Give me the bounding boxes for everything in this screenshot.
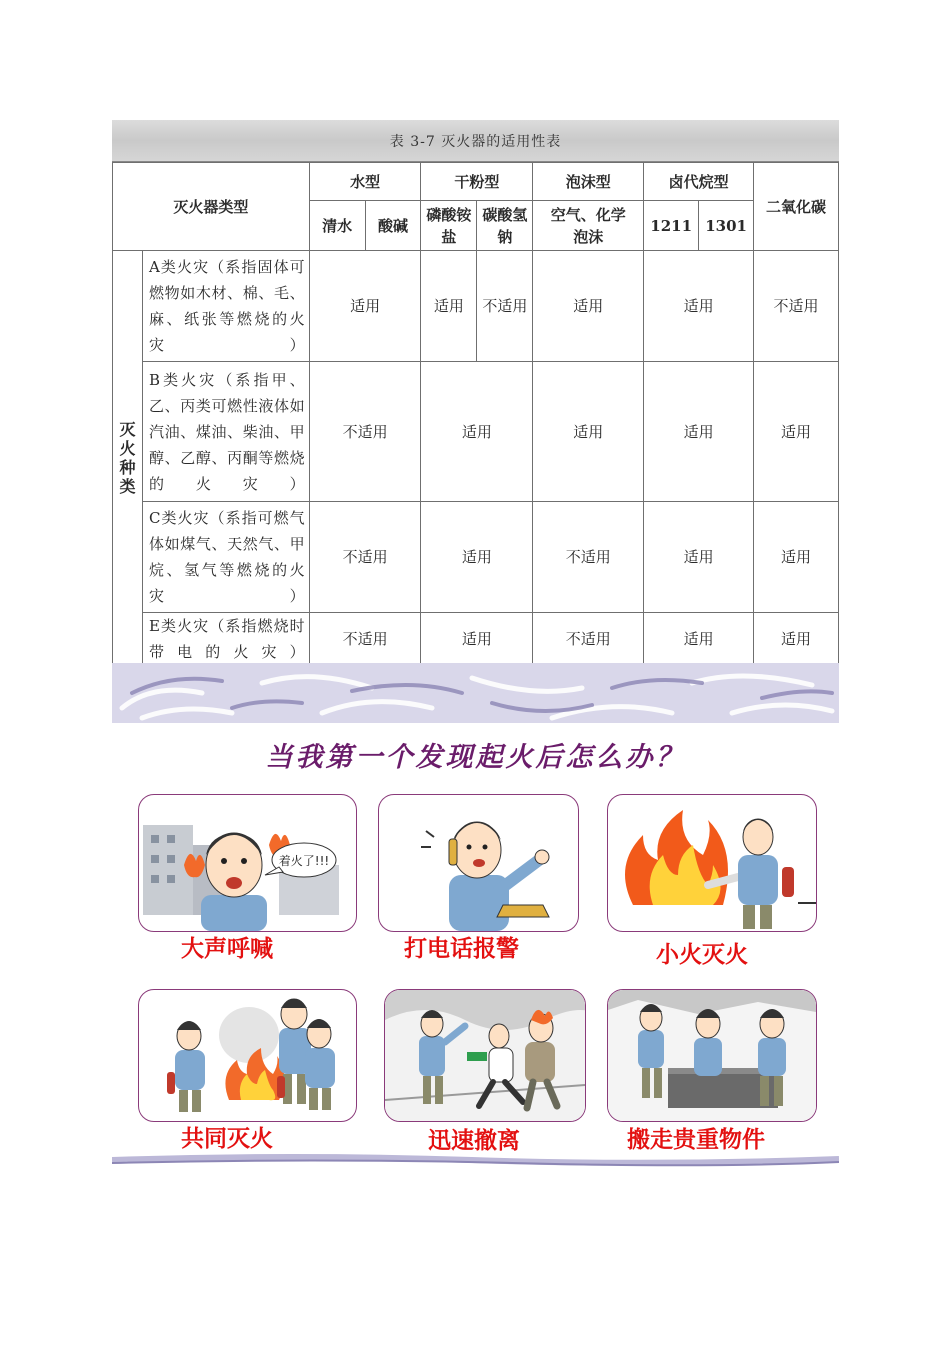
group-header-powder: 干粉型 <box>421 163 533 201</box>
table-caption: 表 3-7 灭火器的适用性表 <box>389 134 562 150</box>
step-caption-team-fire: 共同灭火 <box>181 1126 273 1152</box>
category-label-text: 灭火种类 <box>119 420 136 496</box>
cell-a-bicarbonate: 不适用 <box>477 251 533 362</box>
cell-a-co2: 不适用 <box>754 251 839 362</box>
subtype-1211: 1211 <box>644 201 699 251</box>
cell-a-foam: 适用 <box>533 251 644 362</box>
group-header-water: 水型 <box>309 163 421 201</box>
cell-a-water: 适用 <box>309 251 421 362</box>
team-firefighting-icon <box>139 990 356 1121</box>
carrying-valuables-icon <box>608 990 816 1121</box>
category-label <box>113 251 143 666</box>
cell-e-foam: 不适用 <box>533 613 644 666</box>
cell-b-co2: 适用 <box>754 362 839 502</box>
subtype-1301: 1301 <box>699 201 754 251</box>
shouting-person-icon <box>139 795 356 931</box>
cell-c-halon: 适用 <box>644 502 754 613</box>
subtype-phosphate: 磷酸铵盐 <box>421 201 477 251</box>
decorative-bottom-band <box>112 1154 839 1168</box>
type-header: 灭火器类型 <box>113 163 310 251</box>
step-caption-evacuate: 迅速撤离 <box>428 1128 520 1154</box>
cell-e-co2: 适用 <box>754 613 839 666</box>
cell-e-powder: 适用 <box>421 613 533 666</box>
row-label-c: C类火灾（系指可燃气体如煤气、天然气、甲烷、氢气等燃烧的火灾） <box>142 502 309 613</box>
step-caption-small-fire: 小火灭火 <box>656 942 748 968</box>
decorative-wave-band <box>112 663 839 723</box>
cell-a-phosphate: 适用 <box>421 251 477 362</box>
cell-c-foam: 不适用 <box>533 502 644 613</box>
subtype-clear-water: 清水 <box>309 201 365 251</box>
extinguisher-applicability-table <box>112 162 839 666</box>
cell-b-foam: 适用 <box>533 362 644 502</box>
table-row <box>113 502 839 613</box>
shout-bubble-text: 着火了!!! <box>278 854 330 868</box>
step-caption-shout: 大声呼喊 <box>181 936 273 962</box>
extinguishing-small-fire-icon <box>608 795 816 931</box>
evacuating-people-icon <box>385 990 585 1121</box>
row-label-e: E类火灾（系指燃烧时带电的火灾） <box>142 613 309 666</box>
step-caption-carry: 搬走贵重物件 <box>627 1127 765 1153</box>
step-panel-evacuate <box>384 989 586 1122</box>
table-caption-band <box>112 120 839 162</box>
cell-c-water: 不适用 <box>309 502 421 613</box>
question-heading: 当我第一个发现起火后怎么办？ <box>265 742 686 773</box>
table-row <box>113 362 839 502</box>
subtype-acid-base: 酸碱 <box>365 201 421 251</box>
subtype-bicarbonate: 碳酸氢钠 <box>477 201 533 251</box>
step-panel-call <box>378 794 579 932</box>
cell-b-water: 不适用 <box>309 362 421 502</box>
cell-e-halon: 适用 <box>644 613 754 666</box>
step-caption-call: 打电话报警 <box>404 936 519 962</box>
step-panel-carry <box>607 989 817 1122</box>
cell-e-water: 不适用 <box>309 613 421 666</box>
subtype-foam: 空气、化学泡沫 <box>533 201 644 251</box>
row-label-b: B类火灾（系指甲、乙、丙类可燃性液体如汽油、煤油、柴油、甲醇、乙醇、丙酮等燃烧的火灾） <box>142 362 309 502</box>
cell-a-halon: 适用 <box>644 251 754 362</box>
step-panel-team-fire <box>138 989 357 1122</box>
group-header-halon: 卤代烷型 <box>644 163 754 201</box>
table-row <box>113 613 839 666</box>
cell-b-halon: 适用 <box>644 362 754 502</box>
extinguisher-table-section <box>112 120 839 663</box>
step-panel-small-fire <box>607 794 817 932</box>
step-panel-shout <box>138 794 357 932</box>
cell-b-powder: 适用 <box>421 362 533 502</box>
cell-c-powder: 适用 <box>421 502 533 613</box>
row-label-a: A类火灾（系指固体可燃物如木材、棉、毛、麻、纸张等燃烧的火灾） <box>142 251 309 362</box>
table-row <box>113 251 839 362</box>
group-header-foam: 泡沫型 <box>533 163 644 201</box>
cell-c-co2: 适用 <box>754 502 839 613</box>
group-header-co2: 二氧化碳 <box>754 163 839 251</box>
calling-person-icon <box>379 795 578 931</box>
